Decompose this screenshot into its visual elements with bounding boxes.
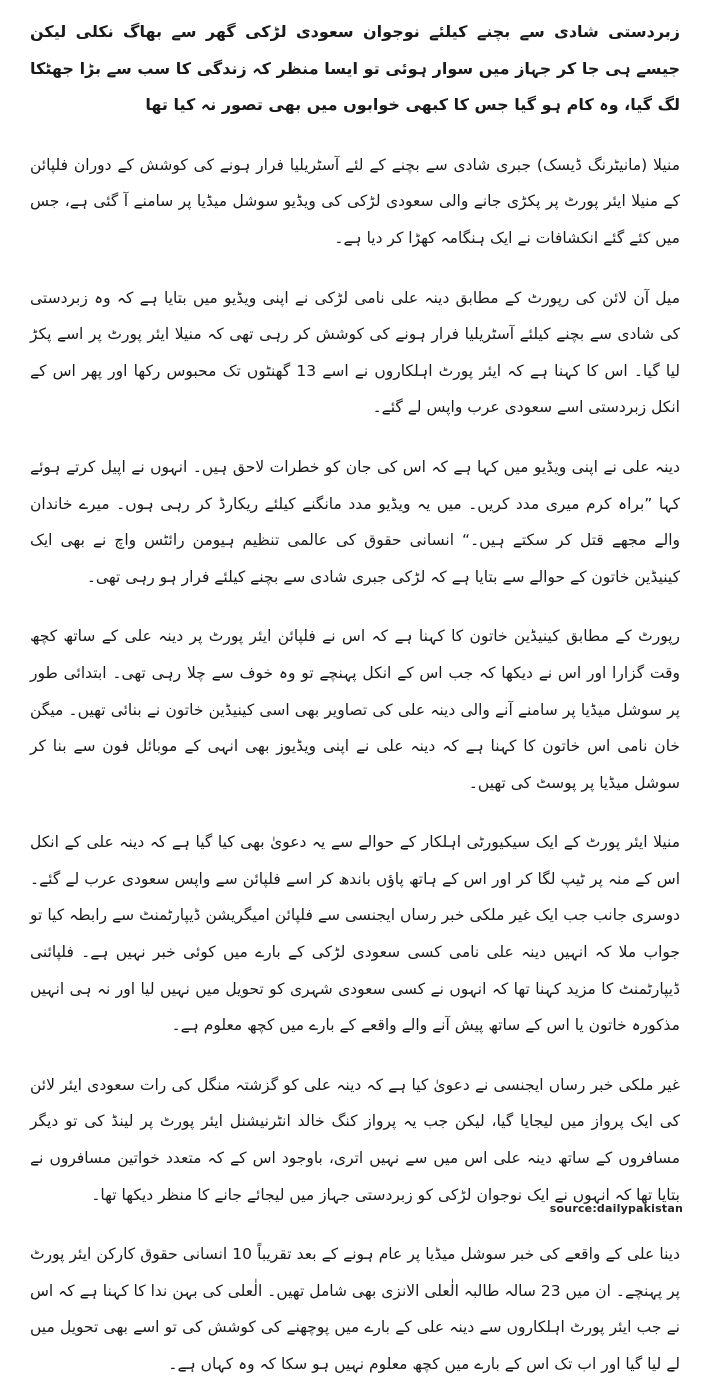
article-body	[30, 14, 680, 1383]
article-paragraph-1: منیلا (مانیٹرنگ ڈیسک) جبری شادی سے بچنے کے لئے آسٹریلیا فرار ہونے کی کوشش کے دوران فلپائن کے منیلا ایئر پورٹ پر پکڑی جانے والی سعودی لڑکی کی ویڈیو سوشل میڈیا پر سامنے آ گئی ہے، جس میں کئے گئے انکشافات نے ایک ہنگامہ کھڑا کر دیا ہے۔	[30, 155, 680, 247]
article-paragraph-3: دینہ علی نے اپنی ویڈیو میں کہا ہے کہ اس کی جان کو خطرات لاحق ہیں۔ انہوں نے اپیل کرتے ہوئے کہا ”براہ کرم میری مدد کریں۔ میں یہ ویڈیو مدد مانگنے کیلئے ریکارڈ کر رہی ہوں۔ میرے خاندان والے مجھے قتل کر سکتے ہیں۔“ انسانی حقوق کی عالمی تنظیم ہیومن رائٹس واچ نے بھی ایک کینیڈین خاتون کے حوالے سے بتایا ہے کہ لڑکی جبری شادی سے بچنے کیلئے فرار ہو رہی تھی۔	[30, 457, 680, 586]
source-credit: source:dailypakistan	[549, 1202, 683, 1215]
article-paragraph-6: غیر ملکی خبر رساں ایجنسی نے دعویٰ کیا ہے کہ دینہ علی کو گزشتہ منگل کی رات سعودی ایئر لائن کی ایک پرواز میں لیجایا گیا، لیکن جب یہ پرواز کنگ خالد انٹرنیشنل ایئر پورٹ پر لینڈ کی تو دیگر مسافروں کے ساتھ دینہ علی اس میں سے نہیں اتری، باوجود اس کے کہ متعدد خواتین مسافروں نے بتایا تھا کہ انہوں نے ایک نوجوان لڑکی کو زبردستی جہاز میں لیجائے جانے کا منظر دیکھا تھا۔	[30, 1075, 680, 1204]
article-paragraph-2: میل آن لائن کی رپورٹ کے مطابق دینہ علی نامی لڑکی نے اپنی ویڈیو میں بتایا ہے کہ وہ زبردستی کی شادی سے بچنے کیلئے آسٹریلیا فرار ہونے کی کوشش کر رہی تھی کہ منیلا ایئر پورٹ پر اسے پکڑ لیا گیا۔ اس کا کہنا ہے کہ ایئر پورٹ اہلکاروں نے اسے 13 گھنٹوں تک محبوس رکھا اور پھر اس کے انکل زبردستی اسے سعودی عرب واپس لے گئے۔	[30, 288, 680, 417]
article-headline: زبردستی شادی سے بچنے کیلئے نوجوان سعودی لڑکی گھر سے بھاگ نکلی لیکن جیسے ہی جا کر جہاز میں سوار ہوئی تو ایسا منظر کہ زندگی کا سب سے بڑا جھٹکا لگ گیا، وہ کام ہو گیا جس کا کبھی خوابوں میں بھی تصور نہ کیا تھا	[30, 22, 680, 115]
article-paragraph-5: منیلا ایئر پورٹ کے ایک سیکیورٹی اہلکار کے حوالے سے یہ دعویٰ بھی کیا گیا ہے کہ دینہ علی کے انکل اس کے منہ پر ٹیپ لگا کر اور اس کے ہاتھ پاؤں باندھ کر اسے فلپائن سے واپس سعودی عرب لے گئے۔ دوسری جانب جب ایک غیر ملکی خبر رساں ایجنسی سے فلپائن امیگریشن ڈیپارٹمنٹ سے رابطہ کیا تو جواب ملا کہ انہیں دینہ علی نامی کسی سعودی لڑکی کے بارے میں کوئی خبر نہیں ہے۔ فلپائنی ڈیپارٹمنٹ کا مزید کہنا تھا کہ انہوں نے کسی سعودی شہری کو تحویل میں نہیں لیا اور نہ ہی انہیں مذکورہ خاتون یا اس کے ساتھ پیش آنے والے واقعے کے بارے میں کچھ معلوم ہے۔	[30, 833, 680, 1035]
article-paragraph-4: رپورٹ کے مطابق کینیڈین خاتون کا کہنا ہے کہ اس نے فلپائن ایئر پورٹ پر دینہ علی کے ساتھ کچھ وقت گزارا اور اس نے دیکھا کہ جب اس کے انکل پہنچے تو وہ خوف سے چلا رہی تھی۔ ابتدائی طور پر سوشل میڈیا پر سامنے آنے والی دینہ علی کی تصاویر بھی اسی کینیڈین خاتون نے بنائی تھیں۔ میگن خان نامی اس خاتون کا کہنا ہے کہ دینہ علی نے اپنی ویڈیوز بھی انہی کے موبائل فون سے بنا کر سوشل میڈیا پر پوسٹ کی تھیں۔	[30, 627, 680, 792]
article-paragraph-7: دینا علی کے واقعے کی خبر سوشل میڈیا پر عام ہونے کے بعد تقریباً 10 انسانی حقوق کارکن ایئر پورٹ پر پہنچے۔ ان میں 23 سالہ طالبہ الٰعلی الانزی بھی شامل تھیں۔ الٰعلی کی بہن ندا کا کہنا ہے کہ اس نے جب ایئر پورٹ اہلکاروں سے دینہ علی کے بارے میں پوچھنے کی کوشش کی تو اسے بھی تحویل میں لے لیا گیا اور اب تک اس کے بارے میں کچھ معلوم نہیں ہو سکا کہ وہ کہاں ہے۔	[30, 1245, 681, 1373]
